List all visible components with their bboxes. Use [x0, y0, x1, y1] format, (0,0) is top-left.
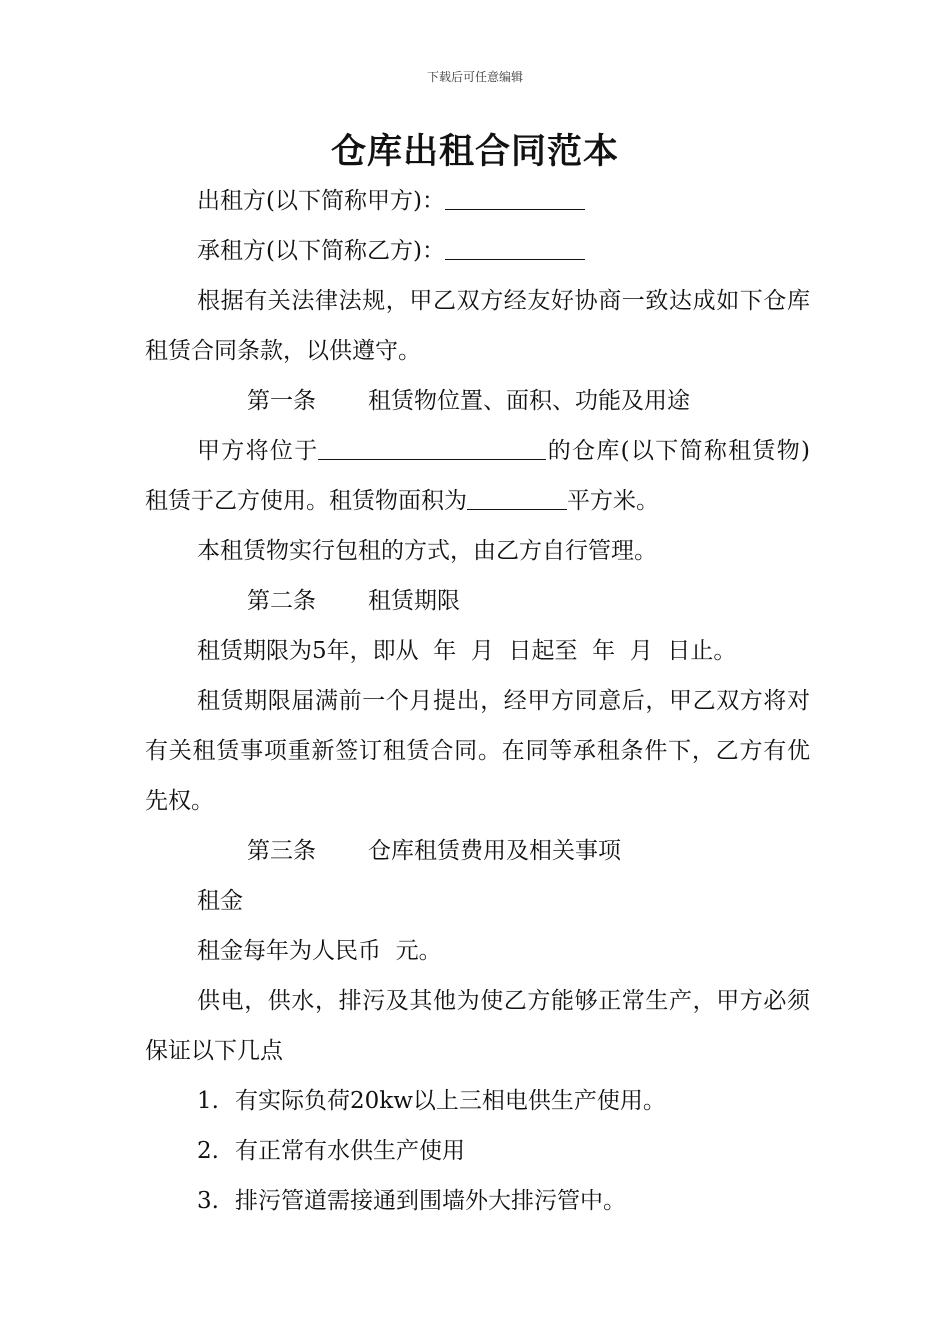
- rent-text: 租金每年为人民币 元。: [197, 938, 442, 964]
- article2-title: 租赁期限: [368, 588, 460, 614]
- lessor-blank: [445, 189, 585, 210]
- document-title: 仓库出租合同范本: [330, 132, 619, 172]
- article2-paragraph1: 租赁期限为5年，即从 年 月 日起至 年 月 日止。: [197, 638, 737, 664]
- article2-paragraph2: 租赁期限届满前一个月提出，经甲方同意后，甲乙双方将对有关租赁事项重新签订租赁合同。在同等承租条件下，乙方有优先权。: [145, 688, 810, 814]
- article3-heading: [145, 826, 810, 876]
- lessee-blank: [445, 239, 585, 260]
- article2-heading: [145, 576, 810, 626]
- list-item-number: 2.: [197, 1138, 219, 1164]
- article3-number: 第三条: [247, 838, 316, 864]
- lessee-line: [145, 226, 810, 276]
- article1-p1-part-b: 的仓库(以下简称租赁物)租赁于乙方使用。租赁物面积为: [145, 438, 810, 514]
- article1-p1-part-a: 甲方将位于: [197, 438, 319, 464]
- list-item: [145, 1176, 810, 1226]
- article1-p1-part-c: 平方米。: [567, 488, 659, 514]
- lessor-line: [145, 176, 810, 226]
- list-item-text: 有正常有水供生产使用: [235, 1138, 465, 1164]
- article1-paragraph1: [145, 426, 810, 526]
- list-item-text: 排污管道需接通到围墙外大排污管中。: [235, 1188, 626, 1214]
- list-item-number: 3.: [197, 1188, 219, 1214]
- list-item-number: 1.: [197, 1088, 219, 1114]
- list-item: [145, 1126, 810, 1176]
- area-blank: [467, 489, 567, 510]
- rent-heading: 租金: [197, 888, 243, 914]
- article3-title: 仓库租赁费用及相关事项: [368, 838, 621, 864]
- lessor-label: 出租方(以下简称甲方)：: [197, 188, 445, 214]
- lessee-label: 承租方(以下简称乙方)：: [197, 238, 445, 264]
- list-item: [145, 1076, 810, 1126]
- article1-title: 租赁物位置、面积、功能及用途: [368, 388, 690, 414]
- location-blank: [318, 439, 546, 460]
- article1-number: 第一条: [247, 388, 316, 414]
- list-item-text: 有实际负荷20kw以上三相电供生产使用。: [235, 1088, 666, 1114]
- article2-number: 第二条: [247, 588, 316, 614]
- intro-paragraph: 根据有关法律法规，甲乙双方经友好协商一致达成如下仓库租赁合同条款，以供遵守。: [145, 288, 810, 364]
- header-note: 下载后可任意编辑: [426, 70, 523, 84]
- article1-paragraph2: 本租赁物实行包租的方式，由乙方自行管理。: [197, 538, 657, 564]
- document-body: [145, 176, 810, 1226]
- article1-heading: [145, 376, 810, 426]
- utilities-paragraph: 供电，供水，排污及其他为使乙方能够正常生产，甲方必须保证以下几点: [145, 988, 810, 1064]
